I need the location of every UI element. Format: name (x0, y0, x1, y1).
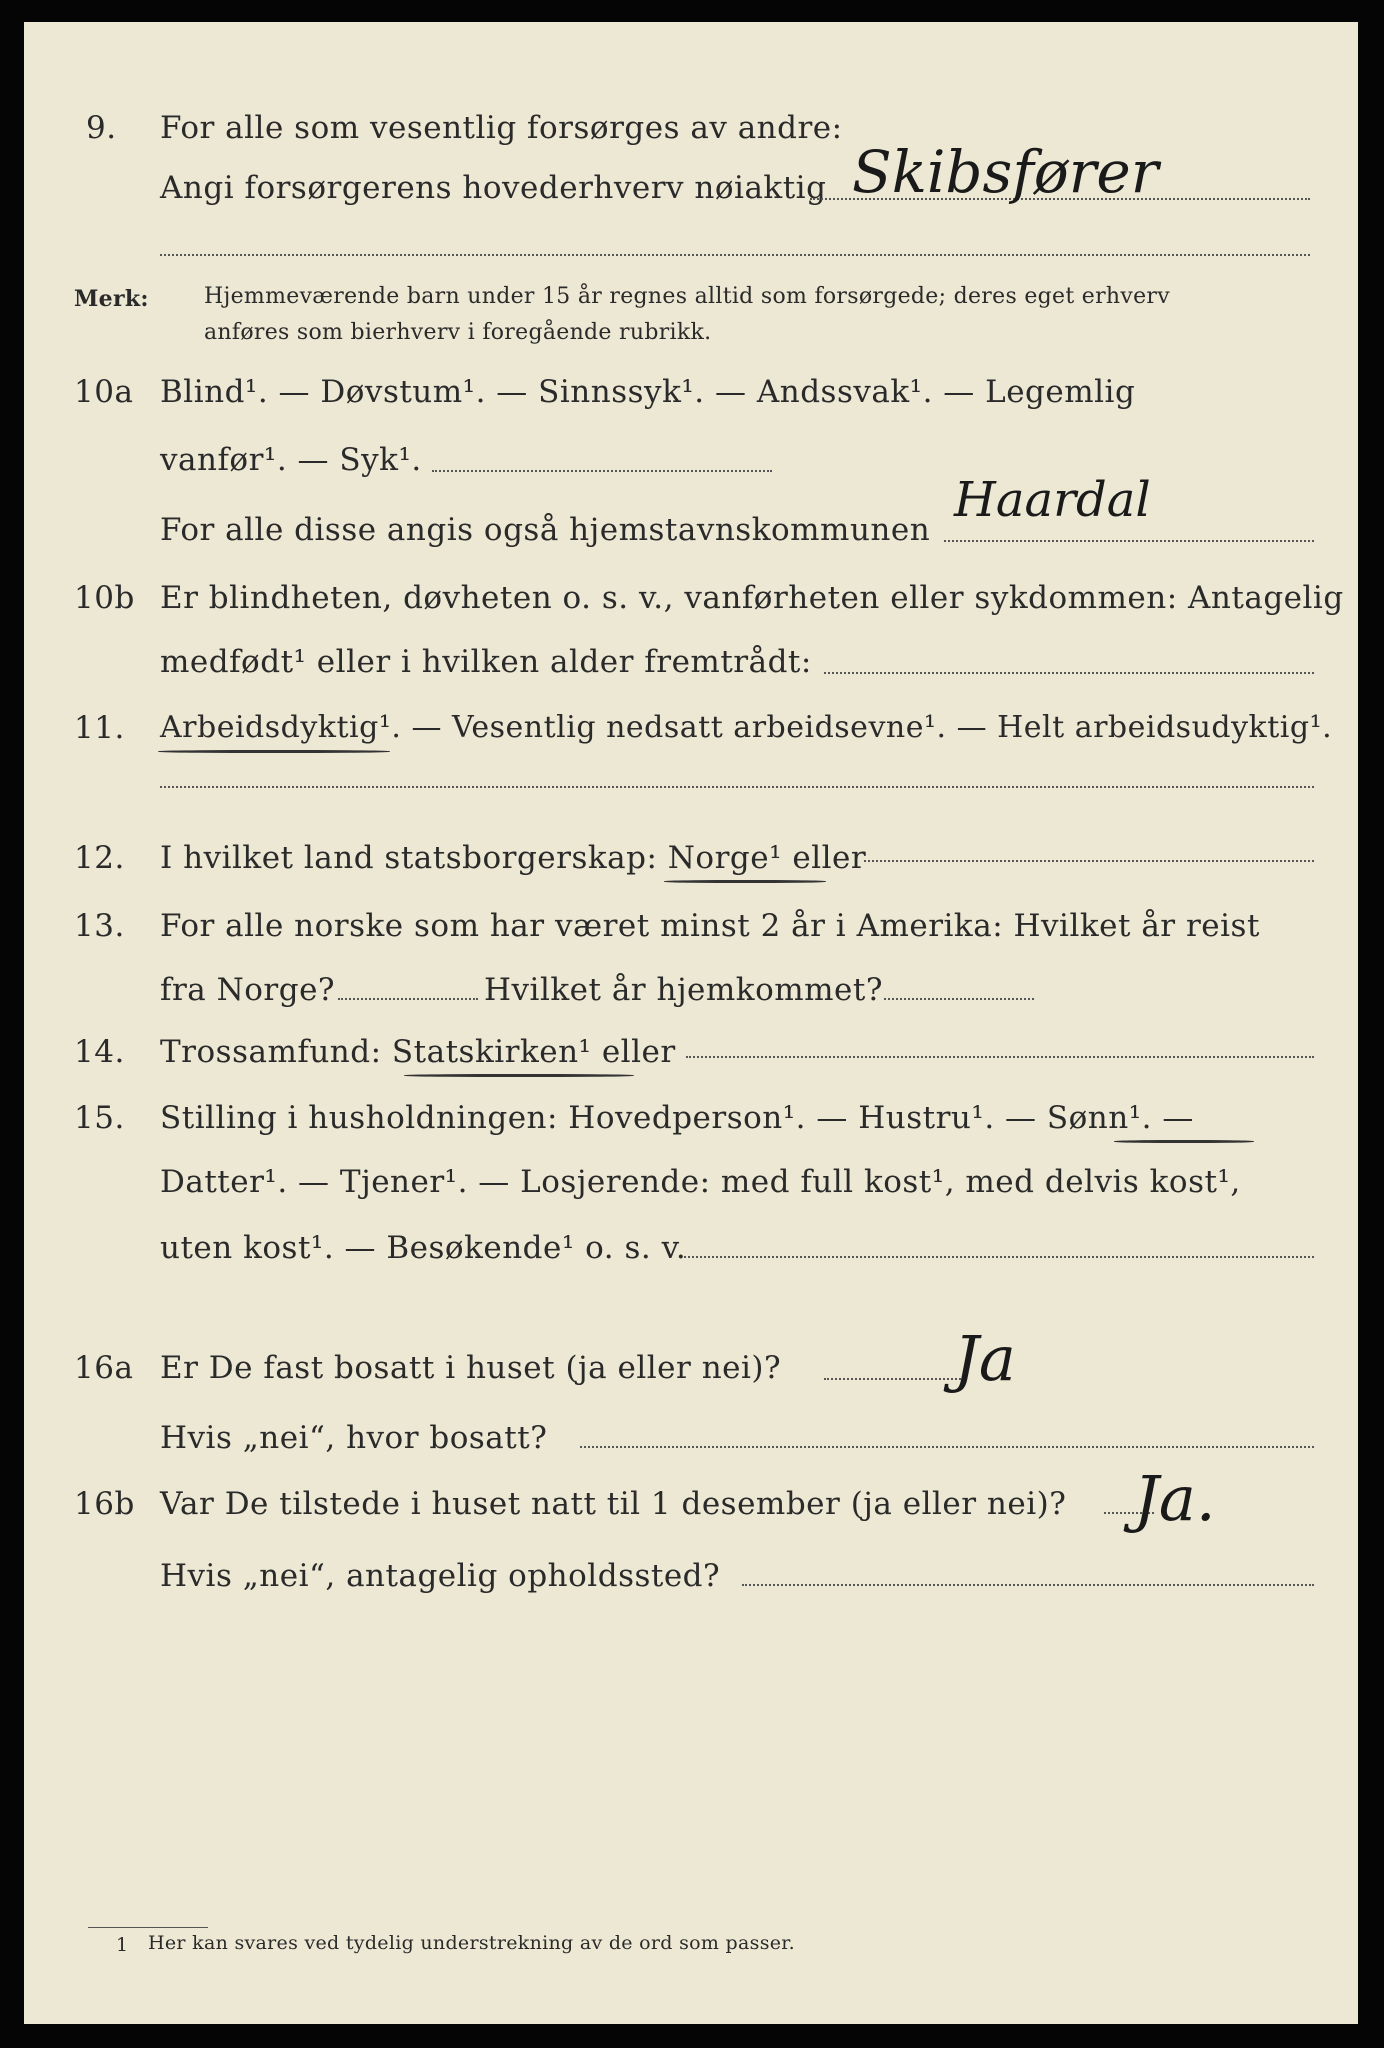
q15-answer-line (684, 1256, 1314, 1258)
q10a-answer-line (944, 540, 1314, 542)
q9-text-line2: Angi forsørgerens hovederhverv nøiaktig (160, 170, 827, 206)
q11-underline-arbeidsdyktig (158, 750, 390, 753)
q10a-text-line1: Blind¹. — Døvstum¹. — Sinnssyk¹. — Andssvak¹. — Legemlig (160, 374, 1136, 410)
q10b-number: 10b (74, 580, 135, 616)
census-form-page (24, 22, 1358, 2024)
q10b-text-line2: medfødt¹ eller i hvilken alder fremtrådt: (160, 644, 812, 680)
q12-number: 12. (74, 840, 125, 876)
footnote-text: Her kan svares ved tydelig understrekning av de ord som passer. (148, 1932, 795, 1954)
q10a-syk-line (432, 470, 772, 472)
q16b-text-line1: Var De tilstede i huset natt til 1 desember (ja eller nei)? (160, 1486, 1067, 1522)
merk-text-line1: Hjemmeværende barn under 15 år regnes alltid som forsørgede; deres eget erhverv (204, 284, 1170, 309)
q13-text-line1: For alle norske som har været minst 2 år i Amerika: Hvilket år reist (160, 908, 1260, 944)
q11-text-line1: Arbeidsdyktig¹. — Vesentlig nedsatt arbeidsevne¹. — Helt arbeidsudyktig¹. (160, 710, 1333, 745)
q10b-text-line1: Er blindheten, døvheten o. s. v., vanførheten eller sykdommen: Antagelig (160, 580, 1344, 616)
q16a-answer-line (824, 1378, 964, 1380)
q11-number: 11. (74, 710, 125, 746)
q13-number: 13. (74, 908, 125, 944)
q13-text-line2a: fra Norge? (160, 972, 336, 1008)
q16a-text-line1: Er De fast bosatt i huset (ja eller nei)? (160, 1350, 782, 1386)
q15-underline-sonn (1114, 1140, 1254, 1143)
q13-reist-line (338, 998, 478, 1000)
q11-extra-line (160, 786, 1314, 788)
merk-label: Merk: (74, 286, 149, 312)
q9-extra-line (160, 254, 1310, 256)
q10a-number: 10a (74, 374, 134, 410)
q16b-number: 16b (74, 1486, 135, 1522)
q9-number: 9. (86, 110, 117, 146)
q10a-text-line3: For alle disse angis også hjemstavnskommunen (160, 512, 931, 548)
q14-number: 14. (74, 1034, 125, 1070)
q12-text-line1: I hvilket land statsborgerskap: Norge¹ eller (160, 840, 867, 876)
q13-hjemkommet-line (884, 998, 1034, 1000)
q10a-text-line2: vanfør¹. — Syk¹. (160, 442, 422, 478)
q16b-answer-handwriting: Ja. (1134, 1462, 1216, 1535)
q16a-answer-handwriting: Ja (954, 1322, 1016, 1395)
q15-number: 15. (74, 1100, 125, 1136)
q9-text-line1: For alle som vesentlig forsørges av andre: (160, 110, 843, 146)
q9-answer-handwriting: Skibsfører (852, 138, 1159, 206)
q14-answer-line (686, 1056, 1314, 1058)
q16a-text-line2: Hvis „nei“, hvor bosatt? (160, 1420, 548, 1456)
q14-underline-statskirken (404, 1074, 634, 1077)
q15-text-line3: uten kost¹. — Besøkende¹ o. s. v. (160, 1230, 687, 1266)
footnote-mark: 1 (116, 1934, 129, 1956)
q15-text-line1: Stilling i husholdningen: Hovedperson¹. — Hustru¹. — Sønn¹. — (160, 1100, 1194, 1136)
q10a-answer-handwriting: Haardal (954, 472, 1151, 528)
q16a-number: 16a (74, 1350, 134, 1386)
q15-text-line2: Datter¹. — Tjener¹. — Losjerende: med full kost¹, med delvis kost¹, (160, 1164, 1241, 1200)
q10b-answer-line (824, 672, 1314, 674)
q12-underline-norge (664, 880, 826, 883)
q16a-bosatt-line (580, 1446, 1314, 1448)
q16b-opholdssted-line (742, 1584, 1314, 1586)
q14-text-line1: Trossamfund: Statskirken¹ eller (160, 1034, 676, 1070)
q13-text-line2b: Hvilket år hjemkommet? (484, 972, 883, 1008)
footnote-rule (88, 1927, 208, 1928)
q12-answer-line (864, 860, 1314, 862)
merk-text-line2: anføres som bierhverv i foregående rubrikk. (204, 320, 712, 345)
q16b-text-line2: Hvis „nei“, antagelig opholdssted? (160, 1558, 721, 1594)
